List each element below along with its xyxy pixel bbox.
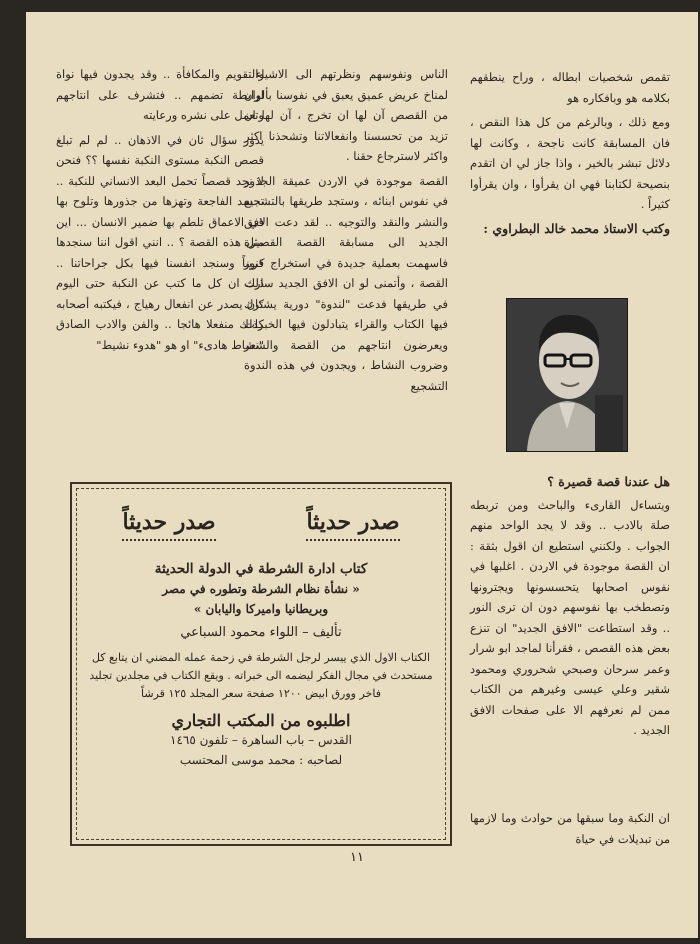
ad-title-row [77, 509, 445, 541]
ad-author: تأليف – اللواء محمود السباعي [180, 625, 342, 640]
paragraph: تقمص شخصيات ابطاله ، وراح ينطقهم بكلامه هو وبافكاره هو [470, 70, 670, 105]
paragraph: القصة موجودة في الاردن عميقة الجذور في نفوس ابنائه ، وستجد طريقها بالتشجيع والنشر والنقد والتوجيه .. لقد دعت الافق الجديد الى مسابقة القصة القصيرة فاسهمت بعملية جديدة في استخراج كنوز القصة ، وأتمنى لو ان الافق الجديد سارت في طريقها فدعت "لندوة" دورية يشترك فيها الكتاب والقراء يتبادلون فيها الخبرات ويعرضون انتاجهم من القصة والشعر وضروب النشاط ، ويجدون في هذه الندوة التشجيع [244, 173, 448, 393]
ad-subtitle-2: وبريطانيا واميركا واليابان » [193, 602, 329, 616]
left-column [56, 64, 264, 359]
right-column-lower [470, 472, 670, 745]
page-number: ١١ [350, 850, 364, 865]
paragraph: ويتساءل القارىء والباحث ومن تربطه صلة بالادب .. وقد لا يجد الواحد منهم الجواب . ولكنني استطيع ان اقول بثقة : ان القصة موجودة في الاردن . اغلبها في نفوس اصحابها يتحسسونها ويجترونها وتصطخب بها نفوسهم دون ان ترى النور .. وقد استطاعت "الافق الجديد" ان تنزع بعض هذه القصص ، فقرأنا لماجد ابو شرار وعمر سرحان وصبحي شحروري ومحمود شقير وعلي عيسى وغيرهم من الكتاب ممن لم نعرفهم الا على صفحات الافق الجديد . [470, 497, 670, 737]
ad-book-title: كتاب ادارة الشرطة في الدولة الحديثة [154, 561, 368, 577]
ad-subtitle-1: « نشأة نظام الشرطة وتطوره في مصر [162, 582, 360, 596]
magazine-page [26, 12, 698, 938]
paragraph: يدور سؤال ثان في الاذهان .. لم لم تبلغ قصص النكبة مستوى النكبة نفسها ؟؟ فنحن لا نجد قصصاً تحمل البعد الانساني للنكبة .. تجسد الفاجعة وتهزها من جذورها وتلوح بها في الاعماق تلطم بها ضمير الانسان ... اين مثل هذه القصة ؟ .. انني اقول اننا سنجدها قريباً وسنجد انفسنا فيها بكل جراحاتنا .. ذلك ان كل ما كتب عن النكبة حتى اليوم كان يصدر عن انفعال رهياج ، فيكتبه أصحابه كذلك منفعلا هائجا .. والفن والادب الصادق "نشاط هادىء" او هو "هدوء نشيط" [56, 132, 264, 352]
ad-address: القدس – باب الساهرة – تلفون ١٤٦٥ [170, 733, 352, 747]
paragraph: ان النكبة وما سبقها من حوادث وما لازمها من تبديلات في حياة [470, 811, 670, 846]
book-advertisement [70, 482, 452, 846]
author-heading: وكتب الاستاذ محمد خالد البطراوي : [483, 220, 670, 236]
ad-owner: لصاحبه : محمد موسى المحتسب [179, 753, 343, 767]
question-line: هل عندنا قصة قصيرة ؟ [547, 474, 670, 489]
paragraph: الناس ونفوسهم ونظرتهم الى الاشياء ، لمناخ عريض عميق يعبق في نفوسنا بألوان من القصص آن لها ان تخرج ، آن لها ان تزيد من تحسسنا وانفعالاتنا وتشحذنا اكثر واكثر لاسترجاع حقنا . [244, 67, 448, 163]
paragraph: ومع ذلك ، وبالرغم من كل هذا النقص ، فان المسابقة كانت ناجحة ، وكانت لها دلائل تبشر بالخير ، واذا جاز لي ان اتقدم بنصيحة لكتابنا فهي ان يقرأوا ، وان يقرأوا كثيراً . [470, 115, 670, 211]
middle-column [244, 64, 448, 400]
right-column-top [470, 67, 670, 243]
ad-description: الكتاب الاول الذي ييسر لرجل الشرطة في زحمة عمله المضني ان يتابع كل مستحدث في مجال الفكر ليضمه الى خبراته . ويقع الكتاب في مجلدين تجليد فاخر وورق ابيض ١٢٠٠ صفحة سعر المجلد ١٢٥ قرشاً [89, 651, 433, 700]
portrait-icon [507, 299, 627, 451]
paragraph: والتقويم والمكافأة .. وقد يجدون فيها نواة لرابطة تضمهم .. فتشرف على انتاجهم وتعمل على نشره ورعايته [56, 67, 264, 122]
right-column-bottom [470, 808, 670, 853]
ad-order-text: اطلبوه من المكتب التجاري [171, 711, 351, 730]
ad-title-right: صدر حديثاً [306, 509, 399, 541]
author-portrait-photo [506, 298, 628, 452]
ad-inner-border [76, 488, 446, 840]
ad-title-left: صدر حديثاً [122, 509, 215, 541]
